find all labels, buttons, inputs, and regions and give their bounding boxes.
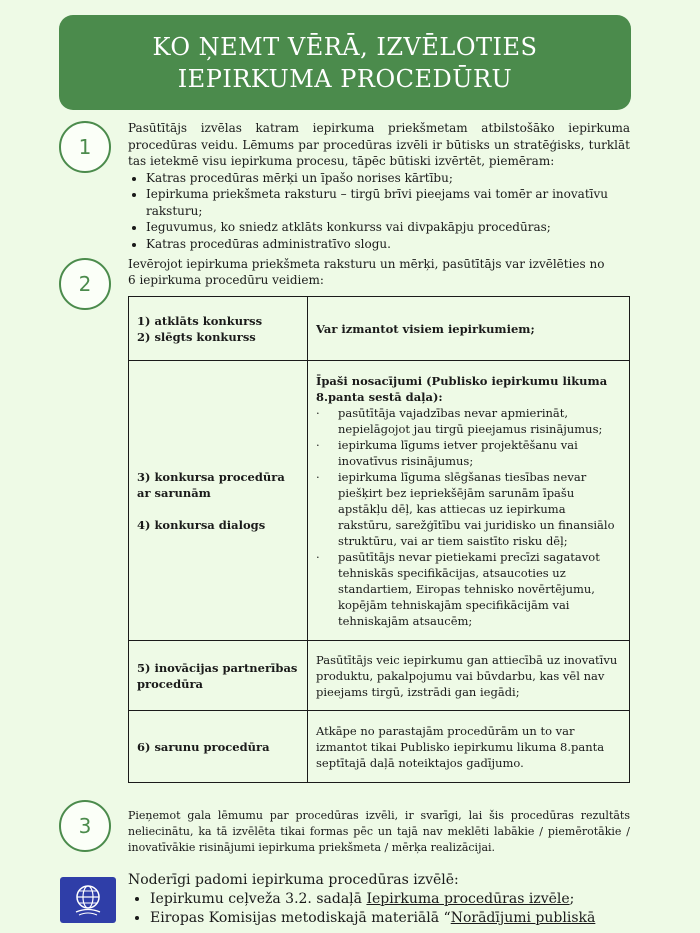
condition-heading: Īpaši nosacījumi (Publisko iepirkumu likuma 8.panta sestā daļa): — [316, 373, 608, 404]
guide-link[interactable]: Iepirkuma procedūras izvēle — [366, 891, 570, 907]
globe-icon — [60, 877, 116, 923]
section-2-line-2: 6 iepirkuma procedūru veidiem: — [128, 273, 324, 287]
globe-icon-graphic — [71, 883, 105, 917]
section-3-text: Pieņemot gala lēmumu par procedūras izvēli, ir svarīgi, lai šis procedūras rezultāts neliecinātu, ka tā izvēlēta tikai formas pēc un tajā nav meklēti labākie / piemērotākie / inovatīvākie risinājumi iepirkuma priekšmeta / mērķa realizācijai. — [128, 809, 630, 854]
step-number-3: 3 — [59, 800, 111, 852]
table-row — [129, 711, 630, 783]
procedure-name: 2) slēgts konkurss — [137, 329, 256, 344]
step-number-1: 1 — [59, 121, 111, 173]
table-cell-procedure: 5) inovācijas partnerības procedūra — [129, 641, 308, 711]
list-item: • Ieguvumus, ko sniedz atklāts konkurss vai divpakāpju procedūras; — [146, 219, 630, 236]
list-item: • Katras procedūras mērķi un īpašo norises kārtību; — [146, 170, 630, 187]
table-cell-condition: Pasūtītājs veic iepirkumu gan attiecībā uz inovatīvu produktu, pakalpojumu vai būvdarbu, kas vēl nav pieejams tirgū, izstrādi gan iegādi; — [308, 641, 630, 711]
tips-title: Noderīgi padomi iepirkuma procedūras izvēlē: — [128, 872, 459, 888]
procedure-name: 4) konkursa dialogs — [137, 517, 266, 532]
condition-item: · pasūtītājs nevar pietiekami precīzi sagatavot tehniskās specifikācijas, atsaucoties uz standartiem, Eiropas tehnisko novērtējumu, kopējām tehniskajām specifikācijām vai tehniskajām atsaucēm; — [316, 549, 600, 628]
list-item: • Iepirkuma priekšmeta raksturu – tirgū brīvi pieejams vai tomēr ar inovatīvu raksturu; — [146, 186, 630, 219]
table-cell-procedure: 6) sarunu procedūra — [129, 711, 308, 783]
page-title-line-2: IEPIRKUMA PROCEDŪRU — [177, 64, 513, 93]
table-cell-procedure — [129, 297, 308, 361]
list-item: • Katras procedūras administratīvo slogu. — [146, 236, 630, 253]
list-item: • Iepirkumu ceļveža 3.2. sadaļā Iepirkuma procedūras izvēle; — [150, 890, 630, 909]
list-item: • Eiropas Komisijas metodiskajā materiālā “Norādījumi publiskā — [150, 909, 630, 928]
condition-item: · pasūtītāja vajadzības nevar apmierināt, nepielāgojot jau tirgū pieejamus risinājumus; — [316, 405, 603, 436]
section-2-line-1: Ievērojot iepirkuma priekšmeta raksturu un mērķi, pasūtītājs var izvēlēties no — [128, 257, 605, 271]
table-row — [129, 297, 630, 361]
section-1-list — [128, 170, 630, 253]
section-1 — [128, 120, 630, 252]
ec-guidance-link[interactable]: Norādījumi publiskā — [450, 910, 596, 926]
procedure-table — [128, 296, 630, 783]
section-1-intro: Pasūtītājs izvēlas katram iepirkuma priekšmetam atbilstošāko iepirkuma procedūras veidu. Lēmums par procedūras izvēli ir būtisks un stratēģisks, turklāt tas ietekmē visu iepirkuma procesu, tāpēc būtiski izvērtēt, piemēram: — [128, 121, 630, 168]
step-number-2: 2 — [59, 258, 111, 310]
page-title-line-1: KO ŅEMT VĒRĀ, IZVĒLOTIES — [152, 32, 538, 61]
table-row — [129, 361, 630, 641]
table-row — [129, 641, 630, 711]
section-4 — [128, 871, 630, 928]
table-cell-procedure — [129, 361, 308, 641]
table-cell-condition: Atkāpe no parastajām procedūrām un to var izmantot tikai Publisko iepirkumu likuma 8.panta septītajā daļā noteiktajos gadījumo. — [308, 711, 630, 783]
tips-list — [128, 890, 630, 928]
section-2-intro — [128, 256, 618, 288]
condition-item: · iepirkuma līgums ietver projektēšanu vai inovatīvus risinājumus; — [316, 437, 578, 468]
page-header — [59, 15, 631, 110]
table-cell-condition: Var izmantot visiem iepirkumiem; — [308, 297, 630, 361]
procedure-name: 1) atklāts konkurss — [137, 313, 263, 328]
procedure-name: 3) konkursa procedūra ar sarunām — [137, 469, 285, 500]
table-cell-condition — [308, 361, 630, 641]
condition-item: · iepirkuma līguma slēgšanas tiesības nevar piešķirt bez iepriekšējām sarunām īpašu apstākļu dēļ, kas attiecas uz iepirkuma rakstūru, sarežģītību vai juridisko un finansiālo struktūru, vai ar tiem saistīto risku dēļ; — [316, 469, 615, 548]
